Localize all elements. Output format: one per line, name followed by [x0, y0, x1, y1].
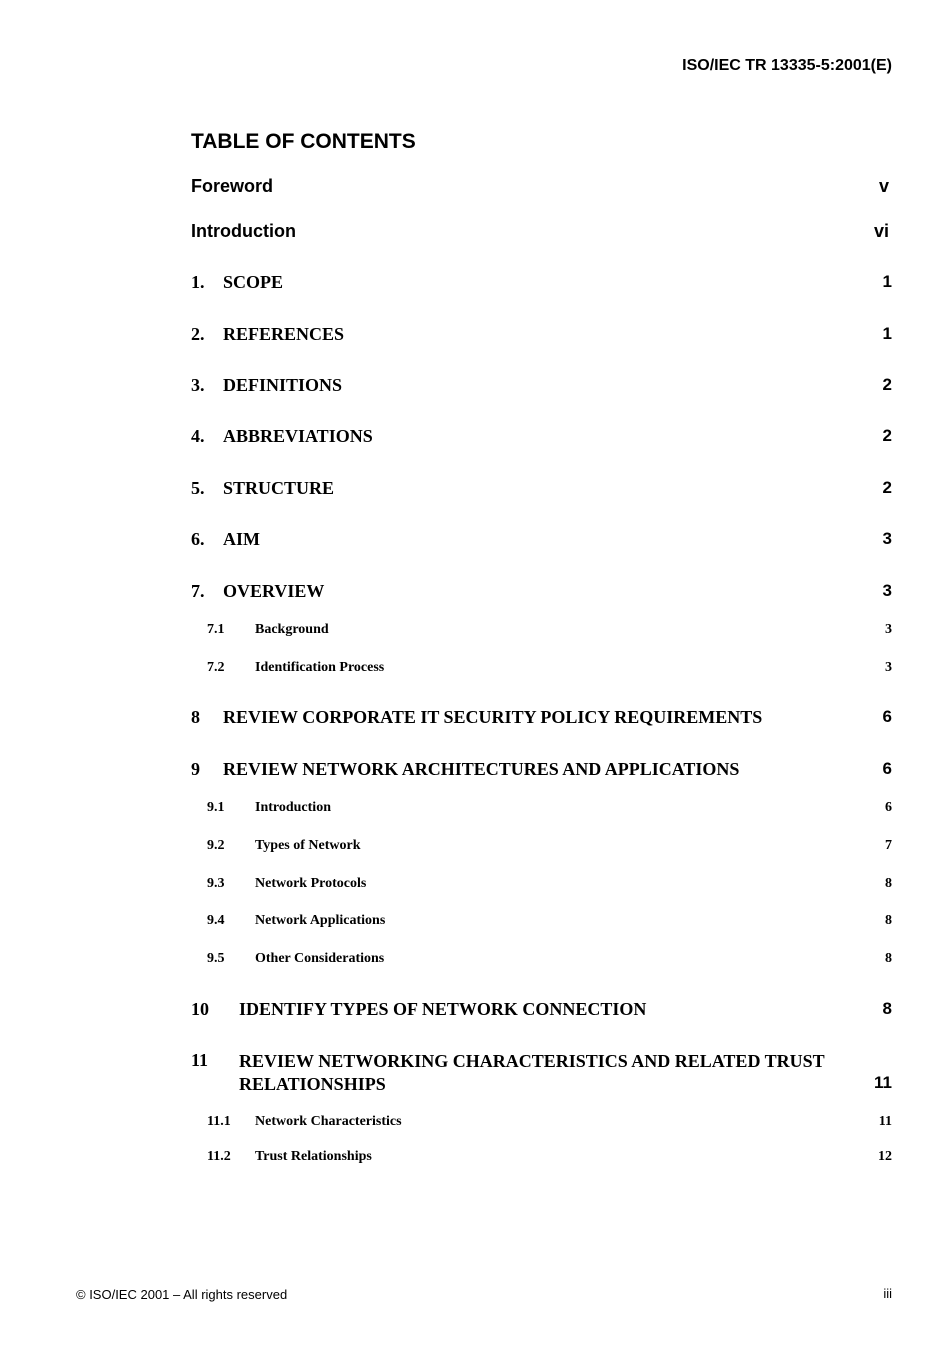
toc-entry-number: 5. — [191, 478, 205, 498]
toc-entry-page: 3 — [882, 581, 892, 600]
toc-entry-number: 11.2 — [207, 1149, 231, 1164]
toc-entry-number: 9.2 — [207, 838, 225, 853]
toc-entry-text: Types of Network — [255, 838, 361, 853]
toc-entry-page: 3 — [885, 622, 892, 637]
toc-entry-page: 12 — [878, 1149, 892, 1164]
toc-entry-number: 4. — [191, 426, 205, 446]
toc-entry-number: 10 — [191, 999, 209, 1019]
toc-entry-text: IDENTIFY TYPES OF NETWORK CONNECTION — [239, 999, 647, 1019]
toc-entry-text: DEFINITIONS — [223, 375, 343, 395]
toc-title: TABLE OF CONTENTS — [191, 130, 416, 153]
toc-entry-number: 11.1 — [207, 1114, 231, 1129]
toc-entry-text: Network Applications — [255, 913, 386, 928]
toc-entry-text: Network Protocols — [255, 876, 367, 891]
toc-entry-page: 1 — [882, 272, 892, 291]
toc-entry-text: REFERENCES — [223, 324, 345, 344]
document-identifier: ISO/IEC TR 13335-5:2001(E) — [682, 57, 892, 74]
toc-entry-page: 11 — [874, 1073, 892, 1092]
toc-entry-number: 2. — [191, 324, 205, 344]
toc-entry-number: 7. — [191, 581, 205, 601]
toc-entry-text: REVIEW NETWORK ARCHITECTURES AND APPLICATIONS — [223, 759, 740, 779]
toc-entry-number: 8 — [191, 707, 200, 727]
toc-entry-page: 2 — [882, 426, 892, 445]
toc-entry-text: SCOPE — [223, 272, 284, 292]
toc-entry-number: 1. — [191, 272, 205, 292]
toc-entry-number: 7.2 — [207, 660, 225, 675]
toc-entry-page: v — [878, 176, 889, 196]
toc-entry-page: 8 — [885, 876, 892, 891]
toc-entry-page: 7 — [885, 838, 892, 853]
toc-entry-number: 7.1 — [207, 622, 225, 637]
toc-entry-page: vi — [873, 221, 889, 241]
toc-entry-text: Trust Relationships — [255, 1149, 372, 1164]
toc-entry-text: REVIEW CORPORATE IT SECURITY POLICY REQUIREMENTS — [223, 707, 763, 727]
toc-entry-number: 3. — [191, 375, 205, 395]
toc-entry-text-line-2: RELATIONSHIPS — [239, 1074, 386, 1094]
page-number: iii — [883, 1286, 892, 1301]
toc-entry-text: AIM — [223, 529, 260, 549]
toc-entry-text: OVERVIEW — [223, 581, 325, 601]
toc-entry-text: Introduction — [191, 221, 296, 241]
toc-entry-number: 9.4 — [207, 913, 225, 928]
toc-entry-text: Network Characteristics — [255, 1114, 402, 1129]
toc-entry-text: Identification Process — [255, 660, 385, 675]
toc-entry-page: 2 — [882, 478, 892, 497]
toc-entry-page: 1 — [882, 324, 892, 343]
toc-entry-page: 3 — [885, 660, 892, 675]
toc-entry-text: Foreword — [191, 176, 274, 196]
toc-entry-number: 6. — [191, 529, 205, 549]
toc-entry-text: ABBREVIATIONS — [223, 426, 373, 446]
toc-entry-number: 9.1 — [207, 800, 225, 815]
toc-entry-page: 11 — [878, 1114, 892, 1129]
toc-entry-page: 8 — [885, 913, 892, 928]
toc-entry-number: 11 — [191, 1050, 209, 1070]
toc-entry-number: 9 — [191, 759, 200, 779]
toc-entry-number: 9.3 — [207, 876, 225, 891]
copyright-notice: © ISO/IEC 2001 – All rights reserved — [76, 1287, 288, 1302]
toc-entry-page: 8 — [885, 951, 892, 966]
toc-entry-number: 9.5 — [207, 951, 225, 966]
toc-entry-text-line-1: REVIEW NETWORKING CHARACTERISTICS AND RELATED TRUST — [239, 1051, 825, 1071]
toc-entry-page: 3 — [882, 529, 892, 548]
toc-entry-text: Other Considerations — [255, 951, 385, 966]
toc-entry-text: Background — [255, 622, 329, 637]
toc-entry-page: 8 — [882, 999, 892, 1018]
toc-entry-text: STRUCTURE — [223, 478, 335, 498]
toc-entry-page: 6 — [882, 759, 892, 778]
toc-entry-text: Introduction — [255, 800, 331, 815]
toc-entry-page: 6 — [882, 707, 892, 726]
toc-entry-page: 2 — [882, 375, 892, 394]
toc-entry-page: 6 — [885, 800, 892, 815]
